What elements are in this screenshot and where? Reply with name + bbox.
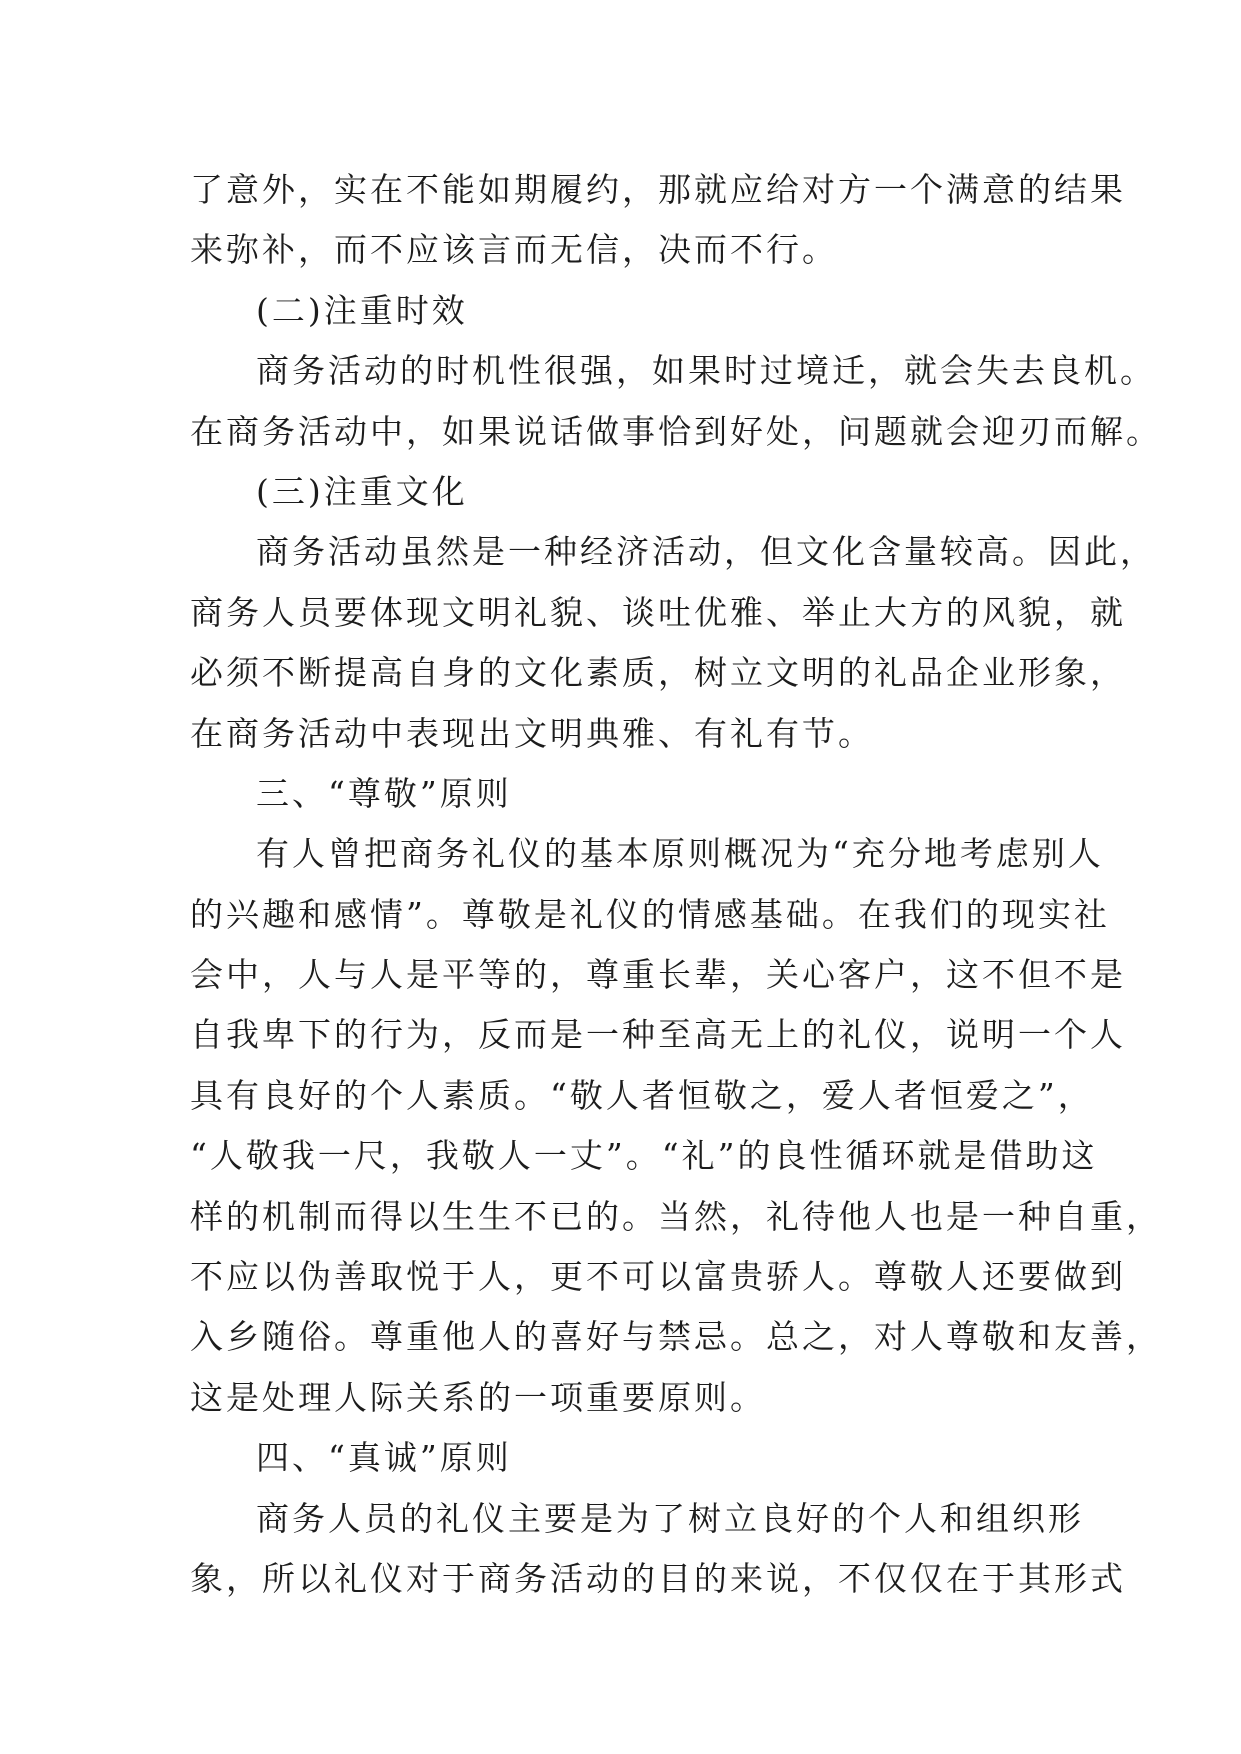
section-heading: 四、“真诚”原则 <box>256 1438 512 1478</box>
section-heading: 三、“尊敬”原则 <box>256 773 512 813</box>
section-heading: (三)注重文化 <box>256 471 468 511</box>
text-line: 象，所以礼仪对于商务活动的目的来说，不仅仅在于其形式 <box>190 1558 1126 1598</box>
text-line: 商务人员的礼仪主要是为了树立良好的个人和组织形 <box>256 1498 1084 1538</box>
text-line: 了意外，实在不能如期履约，那就应给对方一个满意的结果 <box>190 170 1126 209</box>
text-line: 自我卑下的行为，反而是一种至高无上的礼仪，说明一个人 <box>190 1015 1126 1055</box>
text-line: 在商务活动中，如果说话做事恰到好处，问题就会迎刃而解。 <box>190 411 1162 451</box>
text-line: 入乡随俗。尊重他人的喜好与禁忌。总之，对人尊敬和友善， <box>190 1317 1162 1357</box>
text-line: 在商务活动中表现出文明典雅、有礼有节。 <box>190 713 874 753</box>
text-line: 来弥补，而不应该言而无信，决而不行。 <box>190 230 838 270</box>
text-line: 不应以伪善取悦于人，更不可以富贵骄人。尊敬人还要做到 <box>190 1257 1126 1297</box>
text-line: 商务活动的时机性很强，如果时过境迁，就会失去良机。 <box>256 351 1156 391</box>
text-line: 有人曾把商务礼仪的基本原则概况为“充分地考虑别人 <box>256 834 1104 874</box>
text-line: 商务人员要体现文明礼貌、谈吐优雅、举止大方的风貌，就 <box>190 592 1126 632</box>
text-line: 具有良好的个人素质。“敬人者恒敬之，爱人者恒爱之”， <box>190 1075 1094 1115</box>
text-line: 的兴趣和感情”。尊敬是礼仪的情感基础。在我们的现实社 <box>190 894 1110 934</box>
text-line: 这是处理人际关系的一项重要原则。 <box>190 1377 766 1417</box>
text-line: “人敬我一尺，我敬人一丈”。“礼”的良性循环就是借助这 <box>190 1136 1098 1176</box>
text-line: 样的机制而得以生生不已的。当然，礼待他人也是一种自重， <box>190 1196 1162 1236</box>
section-heading: (二)注重时效 <box>256 290 468 330</box>
text-line: 商务活动虽然是一种经济活动，但文化含量较高。因此， <box>256 532 1156 572</box>
text-line: 必须不断提高自身的文化素质，树立文明的礼品企业形象， <box>190 653 1126 693</box>
document-body <box>190 160 1162 1609</box>
text-line: 会中，人与人是平等的，尊重长辈，关心客户，这不但不是 <box>190 955 1126 995</box>
